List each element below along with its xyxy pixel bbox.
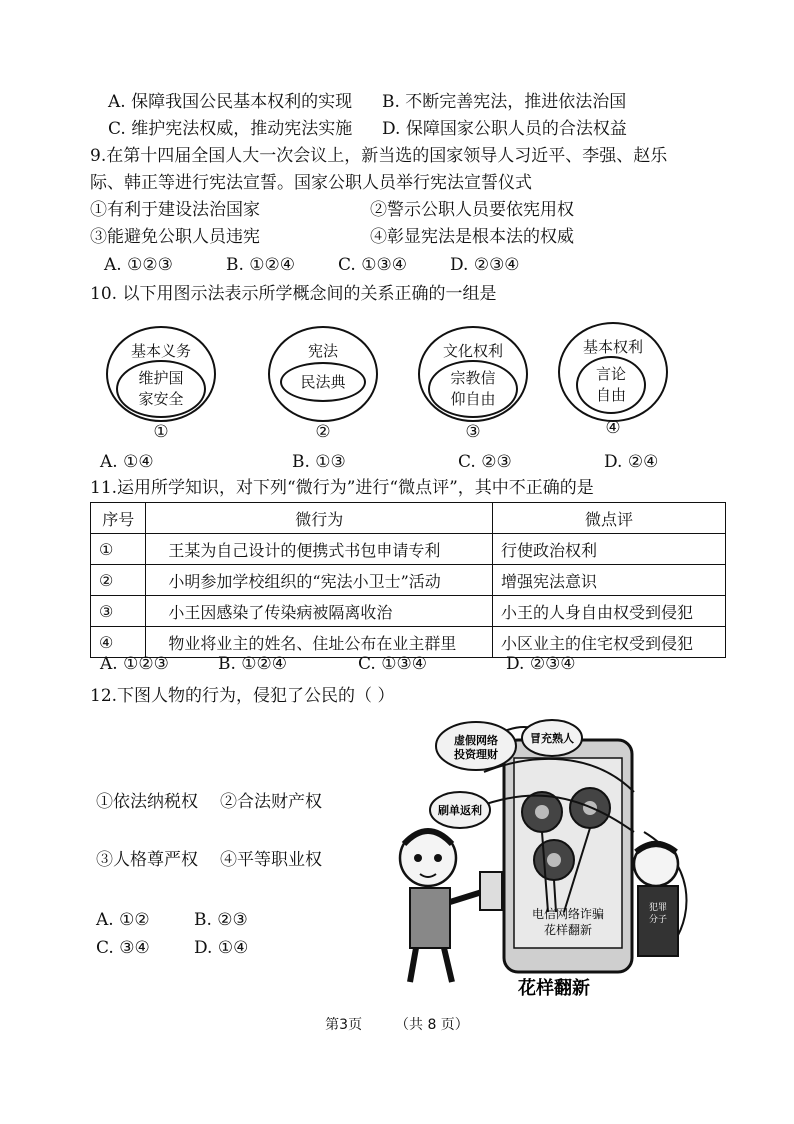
table-row bbox=[91, 565, 726, 596]
q12-option-a: A. ①② bbox=[96, 910, 150, 930]
q11-table bbox=[90, 502, 726, 658]
inner-circle-label-1: 宗教信 bbox=[450, 369, 496, 387]
diagram-number: ④ bbox=[605, 418, 621, 438]
inner-circle-label-2: 自由 bbox=[595, 386, 626, 404]
row-index: ③ bbox=[91, 596, 146, 627]
q11-option-a: A. ①②③ bbox=[100, 654, 169, 674]
q12-statement-2: ②合法财产权 bbox=[220, 792, 322, 812]
row-behavior: 小王因感染了传染病被隔离收治 bbox=[146, 596, 493, 627]
row-comment: 小王的人身自由权受到侵犯 bbox=[493, 596, 726, 627]
row-index: ② bbox=[91, 565, 146, 596]
q8-option-a: A. 保障我国公民基本权利的实现 bbox=[108, 92, 353, 112]
outer-circle-label: 基本义务 bbox=[130, 342, 191, 360]
q9-option-c: C. ①③④ bbox=[338, 255, 407, 275]
q9-stem-line1: 9.在第十四届全国人大一次会议上，新当选的国家领导人习近平、李强、赵乐 bbox=[90, 146, 668, 166]
q8-option-d: D. 保障国家公职人员的合法权益 bbox=[382, 119, 627, 139]
q12-option-c: C. ③④ bbox=[96, 938, 150, 958]
inner-circle-label-1: 民法典 bbox=[300, 372, 346, 391]
inner-circle-label-2: 家安全 bbox=[138, 390, 184, 408]
header-comment: 微点评 bbox=[493, 503, 726, 534]
outer-circle-label: 文化权利 bbox=[442, 342, 503, 360]
q9-stem-line2: 际、韩正等进行宪法宣誓。国家公职人员举行宪法宣誓仪式 bbox=[90, 173, 532, 193]
q11-option-d: D. ②③④ bbox=[506, 654, 576, 674]
inner-circle bbox=[576, 356, 646, 414]
tag-text-1: 虚假网络 bbox=[454, 734, 498, 747]
page-number: 第3页 bbox=[325, 1017, 363, 1033]
inner-circle bbox=[116, 360, 206, 418]
tag-text-3: 刷单返利 bbox=[438, 804, 482, 817]
q10-option-d: D. ②④ bbox=[604, 452, 659, 472]
tag-text-2: 冒充熟人 bbox=[530, 732, 574, 745]
q10-option-c: C. ②③ bbox=[458, 452, 512, 472]
villain-label-1: 犯罪 bbox=[648, 903, 668, 913]
inner-circle-label-2: 仰自由 bbox=[450, 390, 496, 408]
q12-option-b: B. ②③ bbox=[194, 910, 248, 930]
tag-text-1b: 投资理财 bbox=[454, 748, 498, 761]
table-header-row bbox=[91, 503, 726, 534]
q12-statement-1: ①依法纳税权 bbox=[96, 792, 198, 812]
diagram-number: ③ bbox=[465, 422, 481, 442]
q9-option-a: A. ①②③ bbox=[104, 255, 173, 275]
phone-text-2: 花样翻新 bbox=[543, 923, 593, 937]
scam-cartoon-image bbox=[364, 712, 709, 1002]
row-comment: 小区业主的住宅权受到侵犯 bbox=[493, 627, 726, 658]
page-footer bbox=[0, 1014, 794, 1034]
q10-option-b: B. ①③ bbox=[292, 452, 346, 472]
row-behavior: 王某为自己设计的便携式书包申请专利 bbox=[146, 534, 493, 565]
inner-circle bbox=[428, 360, 518, 418]
table-row bbox=[91, 534, 726, 565]
inner-circle-label-1: 维护国 bbox=[138, 369, 184, 387]
q8-option-c: C. 维护宪法权威，推动宪法实施 bbox=[108, 119, 353, 139]
q10-diagram-1 bbox=[106, 326, 224, 444]
row-comment: 增强宪法意识 bbox=[493, 565, 726, 596]
header-behavior: 微行为 bbox=[146, 503, 493, 534]
table-row bbox=[91, 596, 726, 627]
q9-option-b: B. ①②④ bbox=[226, 255, 296, 275]
q11-option-b: B. ①②④ bbox=[218, 654, 288, 674]
header-index: 序号 bbox=[91, 503, 146, 534]
inner-circle-label-1: 言论 bbox=[595, 365, 626, 383]
q12-statement-3: ③人格尊严权 bbox=[96, 850, 198, 870]
q10-stem: 10. 以下用图示法表示所学概念间的关系正确的一组是 bbox=[90, 284, 497, 304]
q11-option-c: C. ①③④ bbox=[358, 654, 427, 674]
q12-stem: 12.下图人物的行为，侵犯了公民的（ ） bbox=[90, 686, 395, 706]
villain-label-2: 分子 bbox=[648, 915, 668, 925]
row-index: ④ bbox=[91, 627, 146, 658]
q10-diagram-2 bbox=[268, 326, 386, 444]
page-total: （共 8 页） bbox=[395, 1017, 469, 1033]
cartoon-caption: 花样翻新 bbox=[518, 978, 590, 999]
row-behavior: 小明参加学校组织的“宪法小卫士”活动 bbox=[146, 565, 493, 596]
q10-diagram-4 bbox=[558, 322, 676, 444]
outer-circle-label: 宪法 bbox=[307, 342, 338, 360]
inner-circle bbox=[280, 362, 366, 402]
outer-circle-label: 基本权利 bbox=[582, 338, 643, 356]
row-behavior: 物业将业主的姓名、住址公布在业主群里 bbox=[146, 627, 493, 658]
q12-statement-4: ④平等职业权 bbox=[220, 850, 322, 870]
q9-statement-4: ④彰显宪法是根本法的权威 bbox=[370, 227, 574, 247]
q9-statement-1: ①有利于建设法治国家 bbox=[90, 200, 260, 220]
diagram-number: ① bbox=[153, 422, 169, 442]
q9-option-d: D. ②③④ bbox=[450, 255, 520, 275]
q9-statement-2: ②警示公职人员要依宪用权 bbox=[370, 200, 574, 220]
phone-text-1: 电信网络诈骗 bbox=[531, 907, 605, 921]
row-index: ① bbox=[91, 534, 146, 565]
q12-option-d: D. ①④ bbox=[194, 938, 249, 958]
q10-diagram-3 bbox=[418, 326, 536, 444]
diagram-number: ② bbox=[315, 422, 331, 442]
q8-option-b: B. 不断完善宪法，推进依法治国 bbox=[382, 92, 627, 112]
villain-figure bbox=[634, 842, 678, 956]
row-comment: 行使政治权利 bbox=[493, 534, 726, 565]
q11-stem: 11.运用所学知识，对下列“微行为”进行“微点评”，其中不正确的是 bbox=[90, 478, 594, 498]
q9-statement-3: ③能避免公职人员违宪 bbox=[90, 227, 260, 247]
q10-option-a: A. ①④ bbox=[100, 452, 154, 472]
